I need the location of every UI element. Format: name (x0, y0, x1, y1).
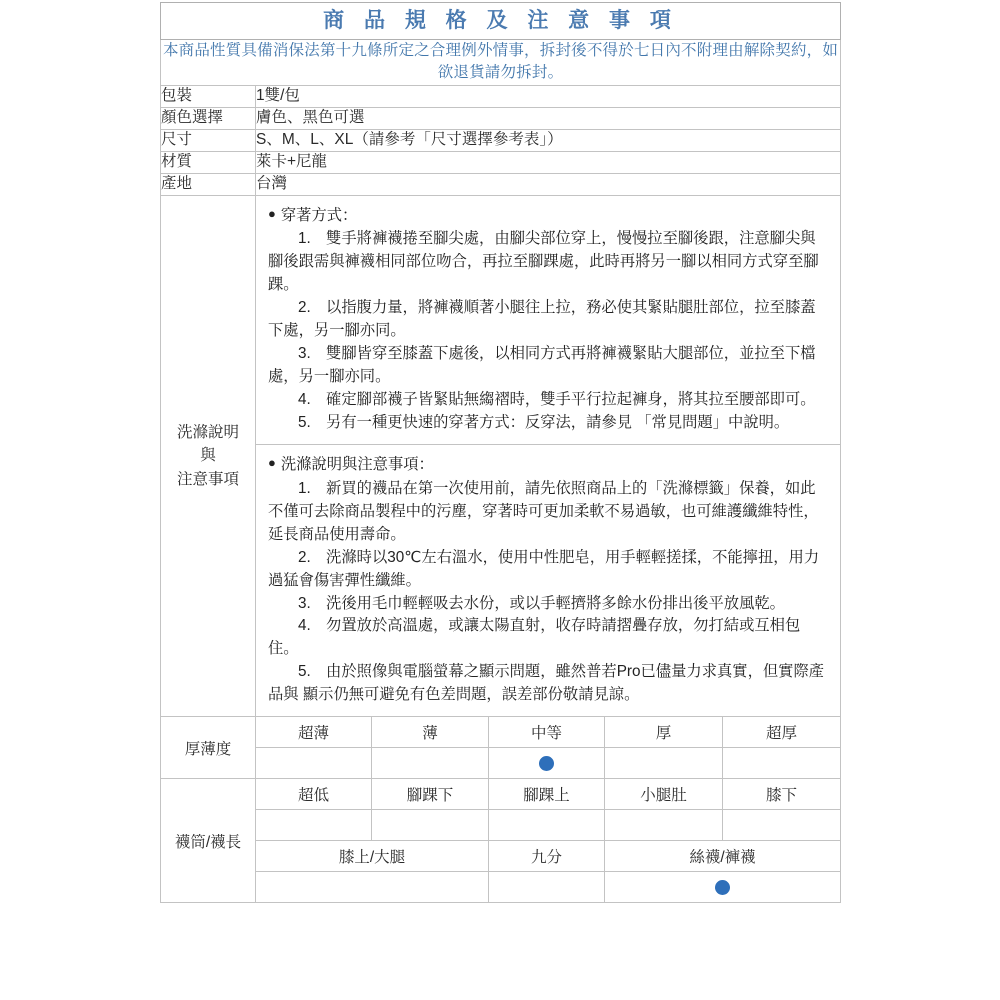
thickness-option: 薄 (372, 717, 489, 748)
spec-value-origin: 台灣 (256, 173, 841, 195)
wearing-item: 5. 另有一種更快速的穿著方式：反穿法，請參見 「常見問題」中說明。 (298, 413, 790, 431)
washing-item: 5. 由於照像與電腦螢幕之顯示問題，雖然普若Pro已儘量力求真實，但實際產品與 顯示仍無可避免有色差問題，誤差部份敬請見諒。 (268, 663, 825, 704)
spec-value-size: S、M、L、XL（請參考「尺寸選擇參考表」） (256, 129, 841, 151)
care-label-line1: 洗滌說明 (176, 424, 239, 442)
selection-dot (715, 880, 730, 895)
notice-cell (161, 40, 841, 86)
care-row (161, 195, 841, 717)
thickness-marker-cell (256, 748, 372, 779)
spec-label-packaging: 包裝 (161, 85, 256, 107)
length-option: 九分 (489, 841, 605, 872)
washing-item: 4. 勿置放於高溫處，或讓太陽直射，收存時請摺疊存放，勿打結或互相包住。 (268, 617, 801, 658)
length-marker-cell (489, 810, 605, 841)
length-marker-row-1 (161, 810, 841, 841)
wearing-item: 2. 以指腹力量，將褲襪順著小腿往上拉，務必使其緊貼腿肚部位，拉至膝蓋下處，另一腳亦同。 (268, 299, 816, 340)
washing-instructions-block (256, 444, 840, 716)
washing-item: 1. 新買的襪品在第一次使用前，請先依照商品上的「洗滌標籤」保養，如此不僅可去除商品製程中的污塵，穿著時可更加柔軟不易過敏，也可維護纖維特性，延長商品使用壽命。 (268, 479, 819, 543)
bullet-icon: ● (268, 454, 276, 470)
care-label-line2: 與 (200, 447, 216, 465)
length-header-row-1 (161, 779, 841, 810)
spec-row-origin (161, 173, 841, 195)
length-marker-cell (372, 810, 489, 841)
thickness-marker-cell (605, 748, 723, 779)
length-option: 絲襪/褲襪 (605, 841, 841, 872)
length-option: 小腿肚 (605, 779, 723, 810)
thickness-option: 中等 (489, 717, 605, 748)
wearing-heading-text: 穿著方式： (280, 206, 358, 224)
care-label (161, 195, 256, 717)
return-policy-notice: 本商品性質具備消保法第十九條所定之合理例外情事，拆封後不得於七日內不附理由解除契約，如欲退貨請勿拆封。 (162, 42, 839, 82)
length-marker-cell (256, 810, 372, 841)
length-option: 腳踝上 (489, 779, 605, 810)
title-row (161, 3, 841, 40)
length-header-row-2 (161, 841, 841, 872)
wearing-item: 3. 雙腳皆穿至膝蓋下處後，以相同方式再將褲襪緊貼大腿部位，並拉至下檔處，另一腳亦同。 (268, 345, 816, 386)
length-marker-cell (489, 872, 605, 903)
spec-label-size: 尺寸 (161, 129, 256, 151)
spec-row-color (161, 107, 841, 129)
thickness-marker-cell (723, 748, 841, 779)
length-marker-row-2 (161, 872, 841, 903)
wearing-item: 1. 雙手將褲襪捲至腳尖處，由腳尖部位穿上，慢慢拉至腳後跟，注意腳尖與腳後跟需與褲襪相同部位吻合，再拉至腳踝處，此時再將另一腳以相同方式穿至腳踝。 (268, 230, 819, 294)
wearing-item: 4. 確定腳部襪子皆緊貼無縐褶時，雙手平行拉起褲身，將其拉至腰部即可。 (298, 391, 816, 409)
spec-value-packaging: 1雙/包 (256, 85, 841, 107)
page-title: 商 品 規 格 及 注 意 事 項 (323, 9, 678, 32)
length-option: 膝上/大腿 (256, 841, 489, 872)
spec-label-origin: 產地 (161, 173, 256, 195)
length-option: 超低 (256, 779, 372, 810)
length-marker-cell (605, 872, 841, 903)
length-marker-cell (723, 810, 841, 841)
wearing-heading (268, 204, 830, 228)
spec-value-color: 膚色、黑色可選 (256, 107, 841, 129)
bullet-icon: ● (268, 205, 276, 221)
thickness-marker-cell (372, 748, 489, 779)
notice-row (161, 40, 841, 86)
care-body (256, 195, 841, 717)
washing-item: 3. 洗後用毛巾輕輕吸去水份，或以手輕擠將多餘水份排出後平放風乾。 (298, 594, 785, 612)
spec-label-color: 顏色選擇 (161, 107, 256, 129)
spec-row-packaging (161, 85, 841, 107)
thickness-option: 厚 (605, 717, 723, 748)
length-option: 腳踝下 (372, 779, 489, 810)
selection-dot (539, 756, 554, 771)
spec-value-material: 萊卡+尼龍 (256, 151, 841, 173)
length-label: 襪筒/襪長 (161, 779, 256, 903)
thickness-marker-row (161, 748, 841, 779)
length-marker-cell (256, 872, 489, 903)
thickness-label: 厚薄度 (161, 717, 256, 779)
length-marker-cell (605, 810, 723, 841)
washing-item: 2. 洗滌時以30℃左右溫水，使用中性肥皂，用手輕輕搓揉，不能擰扭，用力過猛會傷害彈性纖維。 (268, 548, 820, 589)
product-spec-table (160, 2, 841, 903)
thickness-header-row (161, 717, 841, 748)
spec-row-size (161, 129, 841, 151)
thickness-option: 超厚 (723, 717, 841, 748)
wearing-instructions-block (256, 196, 840, 444)
washing-heading-text: 洗滌說明與注意事項： (280, 455, 434, 473)
care-label-line3: 注意事項 (176, 470, 239, 488)
title-cell (161, 3, 841, 40)
spec-row-material (161, 151, 841, 173)
length-option: 膝下 (723, 779, 841, 810)
thickness-marker-cell (489, 748, 605, 779)
thickness-option: 超薄 (256, 717, 372, 748)
spec-label-material: 材質 (161, 151, 256, 173)
washing-heading (268, 453, 830, 477)
